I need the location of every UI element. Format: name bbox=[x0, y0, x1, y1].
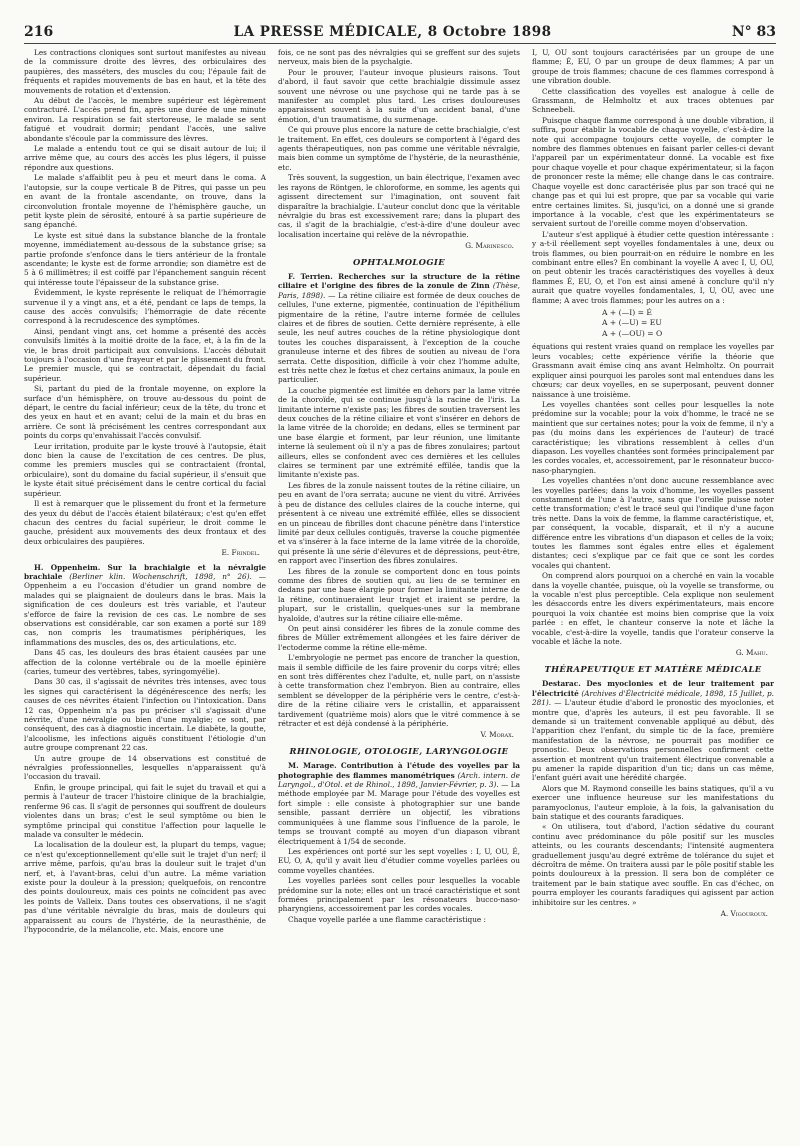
paragraph: Le kyste est situé dans la substance blanche de la frontale moyenne, immédiatement au-dessous de la substance grise; sa partie profonde s'enfonce dans le tiers antérieur de la frontale ascendante; le kyste est de forme arrondie; son diamètre est de 5 à 6 millimètres; il est coiffé par l'épanchement sanguin récent qui intéresse toute l'épaisseur de la substance grise. bbox=[24, 230, 266, 287]
paragraph: Le malade a entendu tout ce qui se disait autour de lui; il arrive même que, au cours des accès les plus légers, il puisse répondre aux questions. bbox=[24, 144, 266, 172]
article-lead bbox=[278, 272, 520, 385]
paragraph: Le malade s'affaiblit peu à peu et meurt dans le coma. A l'autopsie, sur la coupe verticale B de Pitres, qui passe un peu en avant de la frontale ascendante, on trouve, dans la circonvolution frontale moyenne de l'hémisphère gauche, un petit kyste plein de sérosité, entouré à sa partie supérieure de sang épanché. bbox=[24, 173, 266, 230]
article-citation: (Berliner klin. Wochenschrift, 1898, n° 26). bbox=[69, 571, 252, 581]
paragraph: I, U, OU sont toujours caractérisées par un groupe de une flamme; É, EU, O par un groupe de deux flammes; A par un groupe de trois flammes; chacune de ces flammes correspond à une vibration double. bbox=[532, 48, 774, 86]
author-signature: G. Mahu. bbox=[735, 648, 768, 658]
equation: A + (—OU) = O bbox=[602, 328, 663, 338]
article-title: Contribution à l'étude des voyelles par la photographie des flammes manométriques bbox=[278, 761, 520, 780]
article-author: F. Terrien. bbox=[288, 271, 333, 281]
paragraph: Les fibres de la zonule naissent toutes de la rétine ciliaire, un peu en avant de l'ora serrata; aucune ne vient du vitré. Arrivées à peu de distance des cellules claires de la couche interne, qui présentent à ce niveau une extrémité effilée, elles se dissocient en un pinceau de fibrilles dont chacune pénètre dans l'interstice limité par deux cellules contiguës, traverse la couche pigmentée et va s'insérer à la face interne de la lame vitrée de la choroïde, qui présente là une série d'élevures et de dépressions, peut-être, en rapport avec l'insertion des fibres zonulaires. bbox=[278, 480, 520, 566]
article-author: M. Marage. bbox=[288, 761, 337, 771]
page-number: 216 bbox=[24, 24, 54, 40]
article-lead bbox=[278, 761, 520, 846]
article-author: H. Oppenheim. bbox=[34, 562, 101, 572]
paragraph: L'embryologie ne permet pas encore de trancher la question, mais il semble difficile de les faire provenir du corps vitré; elles en sont très différentes chez l'adulte, et, nulle part, on n'assiste à cette transformation chez l'embryon. Bien au contraire, elles semblent se développer de la périphérie vers le centre, c'est-à-dire de la rétine ciliaire vers le cristallin, et apparaissent tardivement (quatrième mois) alors que le vitré commence à se rétracter et est déjà condensé à la périphérie. bbox=[278, 653, 520, 729]
article-title: Recherches sur la structure de la rétine ciliaire et l'origine des fibres de la zonule de Zinn bbox=[278, 271, 520, 291]
paragraph: La localisation de la douleur est, la plupart du temps, vague; ce n'est qu'exceptionnellement qu'elle suit le trajet d'un nerf; il arrive même, parfois, qu'au bras la douleur suit le trajet d'un nerf, et, à l'avant-bras, celui d'un autre. La même variation existe pour la douleur à la pression; quelquefois, on rencontre des points douloureux, mais ces points ne coïncident pas avec les points de Valleix. Dans toutes ces observations, il ne s'agit pas d'une véritable névralgie du bras, mais de douleurs qui apparaissent au cours de l'hystérie, de la neurasthénie, de l'hypocondrie, de la mélancolie, etc. Mais, encore une bbox=[24, 840, 266, 934]
section-heading: THÉRAPEUTIQUE ET MATIÈRE MÉDICALE bbox=[544, 663, 762, 674]
paragraph: Dans 30 cas, il s'agissait de névrites très intenses, avec tous les signes qui caractérisent la dégénérescence des nerfs; les causes de ces névrites étaient l'infection ou l'intoxication. Dans 12 cas, Oppenheim n'a pas pu préciser s'il s'agissait d'une névrite, d'une névralgie ou bien d'une myalgie; ce sont, par conséquent, des cas à diagnostic incertain. Le diabète, la goutte, l'alcoolisme, les infections aiguës constituent l'étiologie d'un autre groupe comprenant 22 cas. bbox=[24, 677, 266, 753]
author-signature: V. Morax. bbox=[480, 730, 514, 740]
paragraph: Si, partant du pied de la frontale moyenne, on explore la surface d'un hémisphère, on trouve au-dessous du point de départ, le centre du facial inférieur; ceux de la tête, du tronc et des yeux en haut et en avant; celui de la main et du bras en arrière. Ce sont là précisément les centres correspondant aux points du corps qu'envahissait l'accès convulsif. bbox=[24, 384, 266, 441]
paragraph: Les contractions cloniques sont surtout manifestes au niveau de la commissure droite des lèvres, des orbiculaires des paupières, des masséters, des muscles du cou; l'épaule fait de fréquents et rapides mouvements de bas en haut, et la tête des mouvements de rotation et d'extension. bbox=[24, 48, 266, 95]
equation: A + (—I) = É bbox=[602, 307, 652, 317]
paragraph: — L'auteur étudie d'abord le pronostic des myoclonies, et montre que, d'après les auteurs, il est peu favorable. Il se demande si un traitement convenable appliqué au début, dès l'apparition chez l'enfant, du simple tic de la face, première manifestation de la névrose, ne pourrait pas modifier ce pronostic. Deux observations personnelles confirment cette assertion et montrent qu'un traitement électrique convenable a pu amener la rapide disparition d'un tic; dans un cas même, l'enfant guéri avait une hérédité chargée. bbox=[532, 698, 774, 783]
article-author: Destarac. bbox=[542, 679, 581, 689]
author-signature: G. Marinesco. bbox=[465, 241, 514, 251]
page-header bbox=[24, 24, 776, 44]
paragraph: Très souvent, la suggestion, un bain électrique, l'examen avec les rayons de Röntgen, le chloroforme, en somme, les agents qui agissent directement sur l'imagination, ont souvent fait disparaître la brachialgie. L'auteur conclut donc que la véritable névralgie du bras est excessivement rare; dans la plupart des cas, il s'agit de la brachialgie, c'est-à-dire d'une douleur avec localisation incertaine qui relève de la névropathie. bbox=[278, 173, 520, 239]
paragraph: Alors que M. Raymond conseille les bains statiques, qu'il a vu exercer une influence heureuse sur les manifestations du paramyoclonus, l'auteur emploie, à la fois, la galvanisation du bain statique et des courants faradiques. bbox=[532, 783, 774, 821]
paragraph: — Oppenheim a eu l'occasion d'étudier un grand nombre de malades qui se plaignaient de douleurs dans le bras. Mais la signification de ces douleurs est très variable, et l'auteur s'efforce de faire la revision de ces cas. Le nombre de ses observations est considérable, car son examen a porté sur 189 cas, non compris les traumatismes périphériques, les inflammations des muscles, des os, des articulations, etc. bbox=[24, 571, 266, 647]
paragraph: fois, ce ne sont pas des névralgies qui se greffent sur des sujets nerveux, mais bien de la psychalgie. bbox=[278, 48, 520, 67]
paragraph: Puisque chaque flamme correspond à une double vibration, il suffira, pour établir la vocable de chaque voyelle, c'est-à-dire la note qui accompagne toujours cette voyelle, de compter le nombre des flammes obtenues en faisant parler celles-ci devant l'appareil par un expérimentateur donné. La vocable est fixe pour chaque voyelle et pour chaque expérimentateur, si la façon de prononcer reste la même; elle change dans le cas contraire. Chaque voyelle est donc caractérisée plus par son tracé qui ne change pas et qui lui est propre, que par sa vocable qui varie entre certaines limites. Si, jusqu'ici, on a donné une si grande importance à la vocable, c'est que les expérimentateurs se servaient surtout de l'oreille comme moyen d'observation. bbox=[532, 115, 774, 229]
column-3 bbox=[532, 48, 774, 1146]
paragraph: Pour le prouver, l'auteur invoque plusieurs raisons. Tout d'abord, il faut savoir que cette brachialgie dissimule assez souvent une névrose ou une psychose qui ne tarde pas à se manifester au complet plus tard. Les crises douloureuses apparaissent souvent à la suite d'un accident banal, d'une émotion, d'un traumatisme, du surmenage. bbox=[278, 67, 520, 124]
author-signature: A. Vigouroux. bbox=[720, 909, 768, 919]
paragraph: Chaque voyelle parlée a une flamme caractéristique : bbox=[288, 914, 487, 924]
article-lead bbox=[532, 679, 774, 782]
article-citation: (Archives d'Électricité médicale, 1898, 15 Juillet, p. 281). bbox=[532, 688, 774, 708]
paragraph: Leur irritation, produite par le kyste trouvé à l'autopsie, était donc bien la cause de l'excitation de ces centres. De plus, comme les premiers muscles qui se contractaient (frontal, orbiculaire), sont du domaine du facial supérieur, il s'ensuit que le kyste était situé précisément dans le centre cortical du facial supérieur. bbox=[24, 441, 266, 498]
article-citation: (Thèse, Paris, 1898). bbox=[278, 281, 520, 300]
paragraph: — La rétine ciliaire est formée de deux couches de cellules, l'une externe, pigmentée, continuation de l'épithélium pigmentaire de la rétine, l'autre interne formée de cellules claires et de fibres de soutien. Cette dernière représente, à elle seule, les neuf autres couches de la rétine physiologique dont toutes les couches disparaissent, à l'exception de la couche granuleuse interne et des fibres de soutien au niveau de l'ora serrata. Cette disposition, difficile à voir chez l'homme adulte, est très nette chez le fœtus et chez certains animaux, la poule en particulier. bbox=[278, 290, 520, 385]
paragraph: Au début de l'accès, le membre supérieur est légèrement contracturé. L'accès prend fin, après une durée de une minute environ. La respiration se fait stertoreuse, le malade se sent fatigué et voudrait dormir; pendant l'accès, une salive abondante s'écoule par la commissure des lèvres. bbox=[24, 96, 266, 143]
paragraph: « On utilisera, tout d'abord, l'action sédative du courant continu avec prédominance du pôle positif sur les muscles atteints, ou les courants descendants; l'intensité augmentera graduellement jusqu'au degré extrême de tolérance du sujet et décroîtra de même. On traitera aussi par le pôle positif stable les points douloureux à la pression. Il sera bon de compléter ce traitement par le bain statique avec souffle. En cas d'échec, on pourra employer les courants faradiques qui agissent par action inhibitoire sur les centres. » bbox=[532, 822, 774, 907]
author-signature: E. Frindel. bbox=[221, 548, 260, 558]
paragraph: On comprend alors pourquoi on a cherché en vain la vocable dans la voyelle chantée, puisque, où la voyelle se transforme, ou la vocable n'est plus perceptible. Cela explique non seulement les désaccords entre les divers expérimentateurs, mais encore pourquoi la voix chantée est moins bien comprise que la voix parlée : en effet, le chanteur conserve la note et lâche la vocable, c'est-à-dire la voyelle, tandis que l'orateur conserve la vocable et lâche la note. bbox=[532, 571, 774, 647]
paragraph: Évidemment, le kyste représente le reliquat de l'hémorragie survenue il y a vingt ans, et a été, pendant ce laps de temps, la cause des accès convulsifs; l'hémorragie de date récente correspond à la recrudescence des symptômes. bbox=[24, 288, 266, 326]
paragraph: L'auteur s'est appliqué à étudier cette question intéressante : y a-t-il réellement sept voyelles fondamentales à une, deux ou trois flammes, ou bien pourrait-on en réduire le nombre en les combinant entre elles? En combinant la voyelle A avec I, U, OU, on peut obtenir les tracés caractéristiques des voyelles à deux flammes É, EU, O, et l'on est ainsi amené à conclure qu'il n'y aurait que quatre voyelles fondamentales, I, U, OU, avec une flamme; A avec trois flammes; pour les autres on a : bbox=[532, 229, 774, 305]
column-1 bbox=[24, 48, 266, 1146]
paragraph: équations qui restent vraies quand on remplace les voyelles par leurs vocables; cette expérience vérifie la théorie que Grassmann avait émise cinq ans avant Helmholtz. On pourrait expliquer ainsi pourquoi les paroles sont mal entendues dans les chœurs; car deux voyelles, en se superposant, peuvent donner naissance à une troisième. bbox=[532, 342, 774, 399]
paragraph: Les voyelles chantées n'ont donc aucune ressemblance avec les voyelles parlées; dans la voix d'homme, les voyelles passent constamment de l'une à l'autre, sans que l'oreille puisse noter cette transformation; c'est le tracé seul qui l'indique d'une façon très nette. Dans la voix de femme, la flamme caractéristique, et, par conséquent, la vocable, disparaît, et il n'y a aucune différence entre les vibrations d'un diapason et celles de la voix; toutes les flammes sont égales entre elles et également distantes; ceci s'explique par ce fait que ce sont les cordes vocales qui chantent. bbox=[532, 476, 774, 570]
section-heading: RHINOLOGIE, OTOLOGIE, LARYNGOLOGIE bbox=[289, 745, 509, 756]
equation: A + (—U) = EU bbox=[602, 318, 662, 328]
article-lead bbox=[24, 563, 266, 648]
paragraph: Un autre groupe de 14 observations est constitué de névralgies professionnelles, lesquelles n'apparaissent qu'à l'occasion du travail. bbox=[24, 753, 266, 782]
section-heading: OPHTALMOLOGIE bbox=[352, 256, 446, 267]
journal-title: LA PRESSE MÉDICALE, 8 Octobre 1898 bbox=[233, 24, 552, 40]
vowel-equations bbox=[602, 308, 774, 340]
article-citation: (Arch. intern. de Laryngol., d'Otol. et de Rhinol., 1898, Janvier-Février, p. 3). bbox=[278, 770, 520, 790]
paragraph: Les fibres de la zonule se comportent donc en tous points comme des fibres de soutien qui, au lieu de se terminer en dedans par une base élargie pour former la limitante interne de la rétine, continueraient leur trajet et iraient se perdre, la plupart, sur le cristallin, quelques-unes sur la membrane hyaloïde, d'autres sur la rétine ciliaire elle-même. bbox=[278, 566, 520, 623]
paragraph: Les expériences ont porté sur les sept voyelles : I, U, OU, É, EU, O, A, qu'il y avait lieu d'étudier comme voyelles parlées ou comme voyelles chantées. bbox=[278, 846, 520, 875]
article-title: Sur la brachialgie et la névralgie brachiale bbox=[24, 562, 266, 581]
paragraph: Cette classification des voyelles est analogue à celle de Grassmann, de Helmholtz et aux traces obtenues par Schneebeli. bbox=[532, 86, 774, 115]
issue-number: N° 83 bbox=[731, 24, 776, 40]
paragraph: — La méthode employée par M. Marage pour l'étude des voyelles est fort simple : elle consiste à photographier sur une bande sensible, passant derrière un objectif, les vibrations communiquées à une flamme sous l'influence de la parole, le temps se trouvant compté au moyen d'un diapason vibrant électriquement à 1/54 de seconde. bbox=[278, 780, 520, 846]
paragraph: Les voyelles parlées sont celles pour lesquelles la vocable prédomine sur la note; elles ont un tracé caractéristique et sont formées principalement par les résonateurs bucco-naso-pharyngiens, accessoirement par les cordes vocales. bbox=[278, 876, 520, 914]
paragraph: On peut ainsi considérer les fibres de la zonule comme des fibres de Müller extrêmement allongées et les faire dériver de l'ectoderme comme la rétine elle-même. bbox=[278, 623, 520, 652]
column-2 bbox=[278, 48, 520, 1146]
paragraph: Ainsi, pendant vingt ans, cet homme a présenté des accès convulsifs limités à la moitié droite de la face, et, à la fin de la vie, le bras droit participait aux convulsions. L'accès débutait toujours à l'occasion d'une frayeur et par le plissement du front. Le premier muscle, qui se contractait, dépendait du facial supérieur. bbox=[24, 326, 266, 383]
paragraph: Les voyelles chantées sont celles pour lesquelles la note prédomine sur la vocable; pour la voix d'homme, le tracé ne se maintient que sur certaines notes; pour la voix de femme, il n'y a pas (du moins dans les expériences de l'auteur) de tracé caractéristique; les vibrations ressemblent à celles d'un diapason. Les voyelles chantées sont formées principalement par les cordes vocales, et, accessoirement, par le résonnateur bucco-naso-pharyngien. bbox=[532, 399, 774, 475]
paragraph: Il est à remarquer que le plissement du front et la fermeture des yeux du début de l'accès étaient bilatéraux; c'est qu'en effet chacun des centres du facial supérieur, le droit comme le gauche, président aux mouvements des deux frontaux et des deux orbiculaires des paupières. bbox=[24, 499, 266, 546]
article-columns bbox=[24, 48, 776, 1146]
paragraph: La couche pigmentée est limitée en dehors par la lame vitrée de la choroïde, qui se continue jusqu'à la racine de l'iris. La limitante interne n'existe pas; les fibres de soutien traversent les deux couches de la rétine ciliaire et vont s'insérer en dehors de la lame vitrée de la choroïde; en dedans, elles se terminent par une base élargie et forment, par leur réunion, une limitante interne là seulement où il n'y a pas de fibres zonulaires; partout ailleurs, elles se confondent avec ces dernières et les cellules claires se terminent par une extrémité effilée, tandis que la limitante n'existe pas. bbox=[278, 385, 520, 480]
paragraph: Dans 45 cas, les douleurs des bras étaient causées par une affection de la colonne vertébrale ou de la moelle épinière (caries, tumeur des vertèbres, tabes, syringomyélie). bbox=[24, 648, 266, 676]
paragraph: Enfin, le groupe principal, qui fait le sujet du travail et qui a permis à l'auteur de tracer l'histoire clinique de la brachialgie, renferme 96 cas. Il s'agit de personnes qui souffrent de douleurs violentes dans un bras; c'est le seul symptôme ou bien le symptôme principal qui constitue l'affection pour laquelle le malade va consulter le médecin. bbox=[24, 782, 266, 839]
article-title: Des myoclonies et de leur traitement par l'électricité bbox=[532, 679, 774, 698]
paragraph: Ce qui prouve plus encore la nature de cette brachialgie, c'est le traitement. En effet, ces douleurs se comportent à l'égard des agents thérapeutiques, non pas comme une véritable névralgie, mais bien comme un symptôme de l'hystérie, de la neurasthénie, etc. bbox=[278, 125, 520, 172]
